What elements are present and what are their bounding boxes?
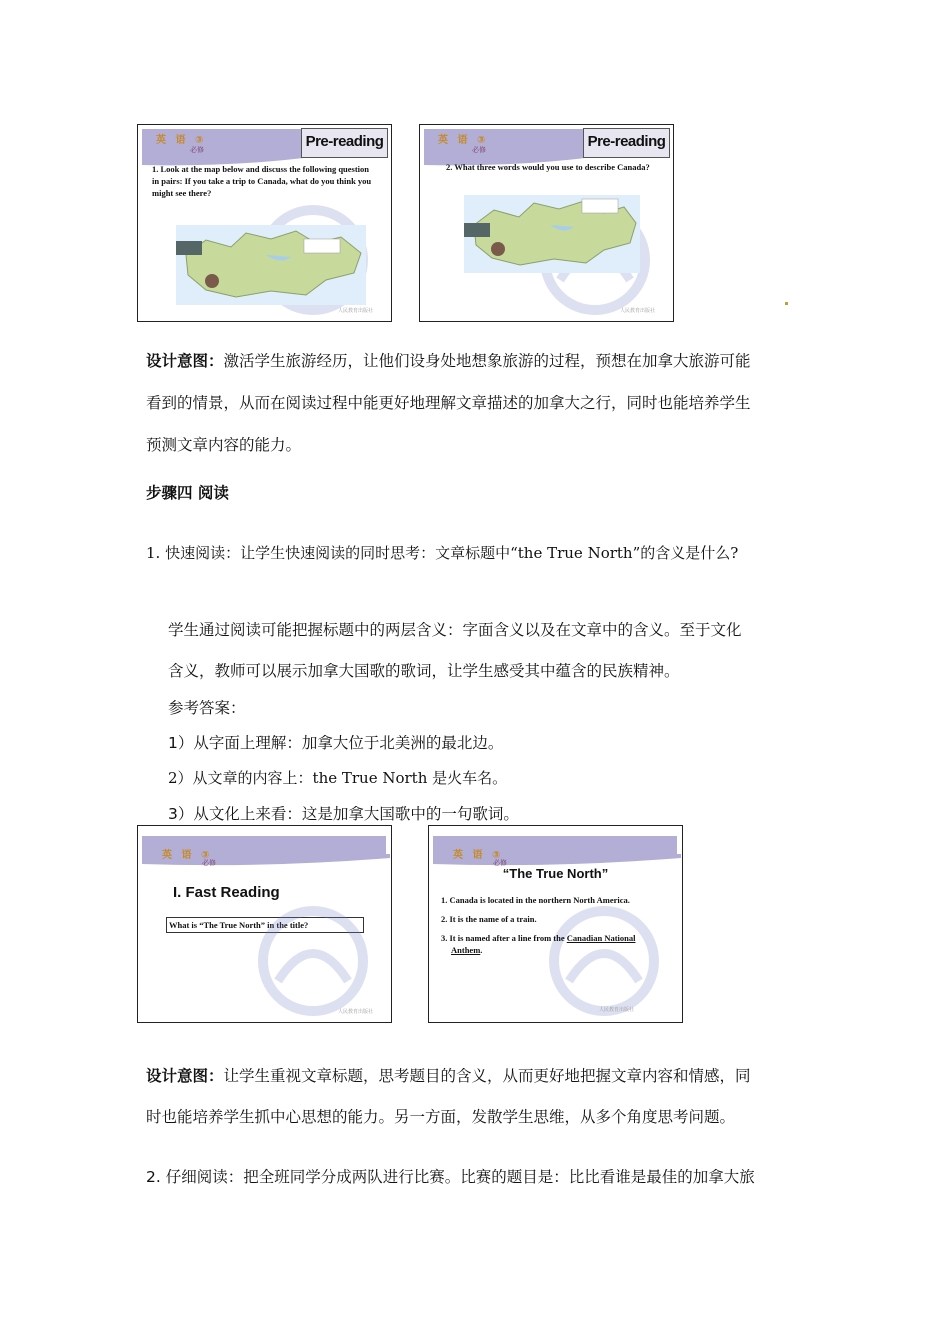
slide-pre-reading-1 [137,124,392,322]
slide-logo: 英 语 ③ [156,135,207,146]
careful-reading-instruction: 2. 仔细阅读：把全班同学分成两队进行比赛。比赛的题目是：比比看谁是最佳的加拿大旅 [146,1168,755,1186]
design-intent-1-line3: 预测文章内容的能力。 [146,436,302,454]
slide-logo: 英 语 ③ [453,850,504,861]
slide-logo-sub: 必修 [493,859,507,867]
slide-logo: 英 语 ③ [162,850,213,861]
slide-title: I. Fast Reading [173,884,280,901]
design-intent-label: 设计意图： [146,352,224,370]
explanation-line1: 学生通过阅读可能把握标题中的两层含义：字面含义以及在文章中的含义。至于文化 [168,621,742,639]
slide-question: 2. What three words would you use to describe Canada? [446,162,650,172]
slide-footer: 人民教育出版社 [338,1009,374,1015]
slide-title: “The True North” [502,866,609,881]
slide-answer-3-text: 3. It is named after a line from the [441,933,567,943]
slide-answer-3-end: . [480,945,483,955]
answer-3: 3）从文化上来看：这是加拿大国歌中的一句歌词。 [168,805,519,823]
design-intent-1-line2: 看到的情景，从而在阅读过程中能更好地理解文章描述的加拿大之行，同时也能培养学生 [146,394,751,412]
slide-footer: 人民教育出版社 [599,1007,635,1013]
slide-footer: 人民教育出版社 [338,308,374,314]
design-intent-2-line2: 时也能培养学生抓中心思想的能力。另一方面，发散学生思维，从多个角度思考问题。 [146,1108,736,1126]
slide-question-box: What is “The True North” in the title? [166,917,364,933]
design-intent-2-line1 [146,1066,751,1086]
slide-logo-sub: 必修 [190,146,204,154]
answer-1: 1）从字面上理解：加拿大位于北美洲的最北边。 [168,734,504,752]
pre-reading-label: Pre-reading [583,128,670,158]
slide-question: 1. Look at the map below and discuss the following question in pairs: If you take a trip to Canada, what do you think you might see there? [152,164,372,198]
canada-map [176,225,366,305]
slide-pre-reading-2 [419,124,674,322]
canada-map [464,195,640,273]
pre-reading-label: Pre-reading [301,128,388,158]
slide-logo-sub: 必修 [472,146,486,154]
decorative-dot [785,302,788,305]
fast-reading-instruction: 1. 快速阅读：让学生快速阅读的同时思考：文章标题中“the True North”的含义是什么? [146,544,739,562]
slide-logo-sub: 必修 [202,859,216,867]
design-intent-1-line1 [146,351,751,371]
slide-true-north [428,825,683,1023]
slide-answer-2: 2. It is the name of a train. [441,914,537,924]
reference-answer-label: 参考答案： [168,699,246,717]
answer-2: 2）从文章的内容上：the True North 是火车名。 [168,769,508,787]
step4-heading: 步骤四 阅读 [146,484,229,502]
slide-logo: 英 语 ③ [438,135,489,146]
slide-answers [441,894,666,963]
watermark-logo [248,906,378,1016]
anthem-link-text: Canadian National Anthem [451,933,636,955]
design-intent-text: 激活学生旅游经历，让他们设身处地想象旅游的过程，预想在加拿大旅游可能 [223,352,751,370]
slide-answer-3 [441,932,666,956]
slide-fast-reading [137,825,392,1023]
slide-footer: 人民教育出版社 [620,308,656,314]
design-intent-label: 设计意图： [146,1067,224,1085]
design-intent-text: 让学生重视文章标题，思考题目的含义，从而更好地把握文章内容和情感，同 [223,1067,751,1085]
explanation-line2: 含义，教师可以展示加拿大国歌的歌词，让学生感受其中蕴含的民族精神。 [168,662,680,680]
slide-answer-1: 1. Canada is located in the northern North America. [441,895,630,905]
